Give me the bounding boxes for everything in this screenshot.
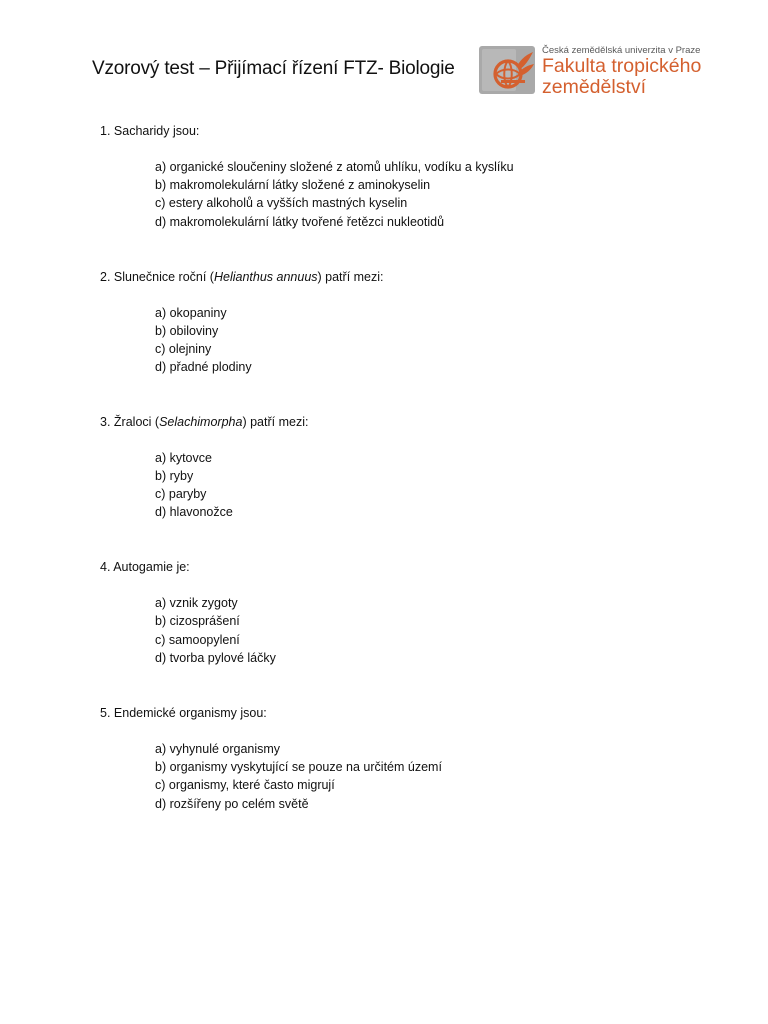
answer-list	[100, 158, 720, 231]
answer-option: d) makromolekulární látky tvořené řetězci nukleotidů	[155, 214, 445, 229]
faculty-logo	[479, 45, 759, 97]
question-3	[100, 413, 720, 522]
question-latin-name: Selachimorpha	[159, 414, 243, 429]
question-text	[100, 558, 720, 576]
answer-option: a) vyhynulé organismy	[155, 742, 281, 756]
question-stem: Sacharidy jsou:	[110, 124, 200, 138]
question-list	[100, 122, 720, 813]
answer-option: a) vznik zygoty	[155, 596, 238, 611]
question-number: 2.	[100, 269, 111, 284]
answer-option: a) kytovce	[155, 450, 212, 465]
answer-option: b) organismy vyskytující se pouze na určitém území	[155, 760, 442, 775]
question-stem: Endemické organismy jsou:	[110, 706, 267, 720]
answer-option: b) cizosprášení	[155, 614, 240, 629]
question-stem: Autogamie je:	[110, 560, 190, 575]
question-stem: Slunečnice roční (	[110, 269, 214, 284]
logo-faculty-line2: zemědělství	[542, 76, 647, 98]
question-number: 5.	[100, 706, 111, 720]
answer-option: b) obiloviny	[155, 323, 219, 338]
question-text	[100, 122, 720, 140]
answer-option: d) tvorba pylové láčky	[155, 650, 276, 665]
question-stem-end: ) patří mezi:	[242, 414, 309, 429]
logo-faculty-name	[542, 56, 701, 98]
answer-option: a) organické sloučeniny složené z atomů uhlíku, vodíku a kyslíku	[155, 160, 514, 174]
question-latin-name: Helianthus annuus	[213, 269, 318, 284]
answer-list	[100, 304, 720, 377]
answer-list	[100, 740, 720, 813]
question-text	[100, 413, 720, 431]
faculty-logo-icon	[479, 46, 535, 94]
question-2	[100, 268, 720, 377]
question-4	[100, 558, 720, 667]
answer-option: c) organismy, které často migrují	[155, 778, 335, 793]
answer-option: b) ryby	[155, 468, 194, 483]
question-1	[100, 122, 720, 231]
question-number: 4.	[100, 560, 111, 575]
answer-option: d) přadné plodiny	[155, 360, 252, 375]
answer-option: d) rozšířeny po celém světě	[155, 796, 309, 811]
answer-option: c) paryby	[155, 486, 207, 501]
question-stem-end: ) patří mezi:	[317, 269, 384, 284]
answer-option: c) samoopylení	[155, 632, 240, 647]
question-text	[100, 268, 720, 286]
question-number: 3.	[100, 414, 111, 429]
answer-list	[100, 594, 720, 667]
answer-option: c) estery alkoholů a vyšších mastných kyselin	[155, 196, 408, 211]
answer-option: a) okopaniny	[155, 305, 227, 320]
logo-university-name: Česká zemědělská univerzita v Praze	[542, 45, 701, 56]
answer-list	[100, 449, 720, 522]
answer-option: d) hlavonožce	[155, 505, 233, 520]
question-number: 1.	[100, 124, 111, 138]
question-text	[100, 704, 720, 722]
question-5	[100, 704, 720, 813]
logo-faculty-line1: Fakulta tropického	[542, 55, 702, 77]
page-title: Vzorový test – Přijímací řízení FTZ- Biologie	[92, 58, 455, 79]
answer-option: c) olejniny	[155, 342, 212, 357]
question-stem: Žraloci (	[110, 414, 160, 429]
answer-option: b) makromolekulární látky složené z aminokyselin	[155, 178, 431, 193]
